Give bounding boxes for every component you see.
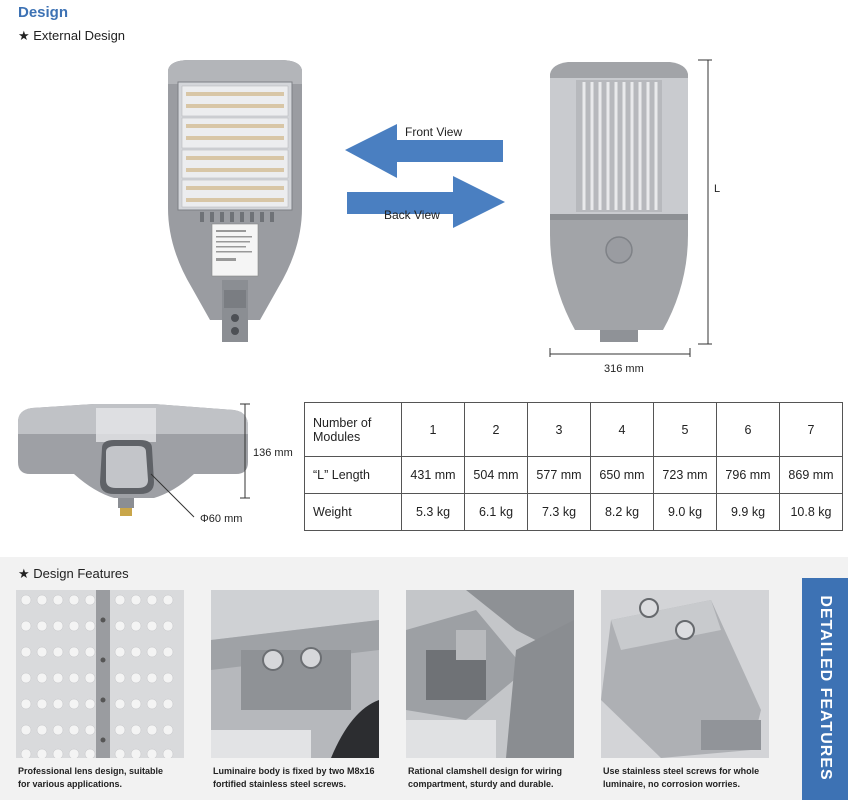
table-cell: 796 mm xyxy=(717,457,780,494)
feature-caption-body-screws xyxy=(213,765,393,791)
back-view-label: Back View xyxy=(384,208,440,222)
table-cell: 8.2 kg xyxy=(591,494,654,531)
width-label: 316 mm xyxy=(604,363,644,375)
table-cell: 5 xyxy=(654,403,717,457)
row-header-length: “L” Length xyxy=(305,457,402,494)
table-cell: 10.8 kg xyxy=(780,494,843,531)
section-subtitle: ★ External Design xyxy=(18,28,126,43)
caption-line: Rational clamshell design for wiring xyxy=(408,766,563,776)
table-cell: 504 mm xyxy=(465,457,528,494)
spec-table xyxy=(304,402,843,531)
table-row xyxy=(305,494,843,531)
feature-caption-clamshell xyxy=(408,765,588,791)
table-cell: 1 xyxy=(402,403,465,457)
front-view-label: Front View xyxy=(405,125,463,139)
feature-photo-lens xyxy=(16,590,184,758)
table-cell: 9.0 kg xyxy=(654,494,717,531)
table-cell: 431 mm xyxy=(402,457,465,494)
length-label: L xyxy=(714,183,721,195)
row-header-weight: Weight xyxy=(305,494,402,531)
table-row xyxy=(305,403,843,457)
table-cell: 869 mm xyxy=(780,457,843,494)
table-cell: 6 xyxy=(717,403,780,457)
page-title: Design xyxy=(18,4,69,21)
detailed-features-label: DETAILED FEATURES xyxy=(817,595,834,781)
table-cell: 723 mm xyxy=(654,457,717,494)
table-row xyxy=(305,457,843,494)
table-cell: 7.3 kg xyxy=(528,494,591,531)
table-cell: 4 xyxy=(591,403,654,457)
table-cell: 7 xyxy=(780,403,843,457)
table-cell: 2 xyxy=(465,403,528,457)
caption-line: luminaire, no corrosion worries. xyxy=(603,779,741,789)
caption-line: Luminaire body is fixed by two M8x16 xyxy=(213,766,375,776)
feature-photo-stainless-screws xyxy=(601,590,769,758)
feature-caption-stainless-screws xyxy=(603,765,783,791)
diameter-label: Φ60 mm xyxy=(200,513,243,525)
caption-line: for various applications. xyxy=(18,779,123,789)
caption-line: Use stainless steel screws for whole xyxy=(603,766,760,776)
caption-line: fortified stainless steel screws. xyxy=(213,779,347,789)
feature-caption-lens xyxy=(18,765,198,791)
row-header-modules: Number of Modules xyxy=(305,403,402,457)
caption-line: compartment, sturdy and durable. xyxy=(408,779,554,789)
table-cell: 3 xyxy=(528,403,591,457)
detailed-features-tab xyxy=(802,578,848,800)
caption-line: Professional lens design, suitable xyxy=(18,766,164,776)
feature-photo-body-screws xyxy=(211,590,379,758)
dimension-lines xyxy=(548,58,721,358)
table-cell: 650 mm xyxy=(591,457,654,494)
feature-photo-clamshell xyxy=(406,590,574,758)
side-view-luminaire xyxy=(14,402,304,528)
table-cell: 577 mm xyxy=(528,457,591,494)
features-title: ★ Design Features xyxy=(18,566,129,581)
table-cell: 5.3 kg xyxy=(402,494,465,531)
front-view-luminaire xyxy=(160,58,310,348)
table-cell: 9.9 kg xyxy=(717,494,780,531)
height-label: 136 mm xyxy=(253,447,293,459)
table-cell: 6.1 kg xyxy=(465,494,528,531)
